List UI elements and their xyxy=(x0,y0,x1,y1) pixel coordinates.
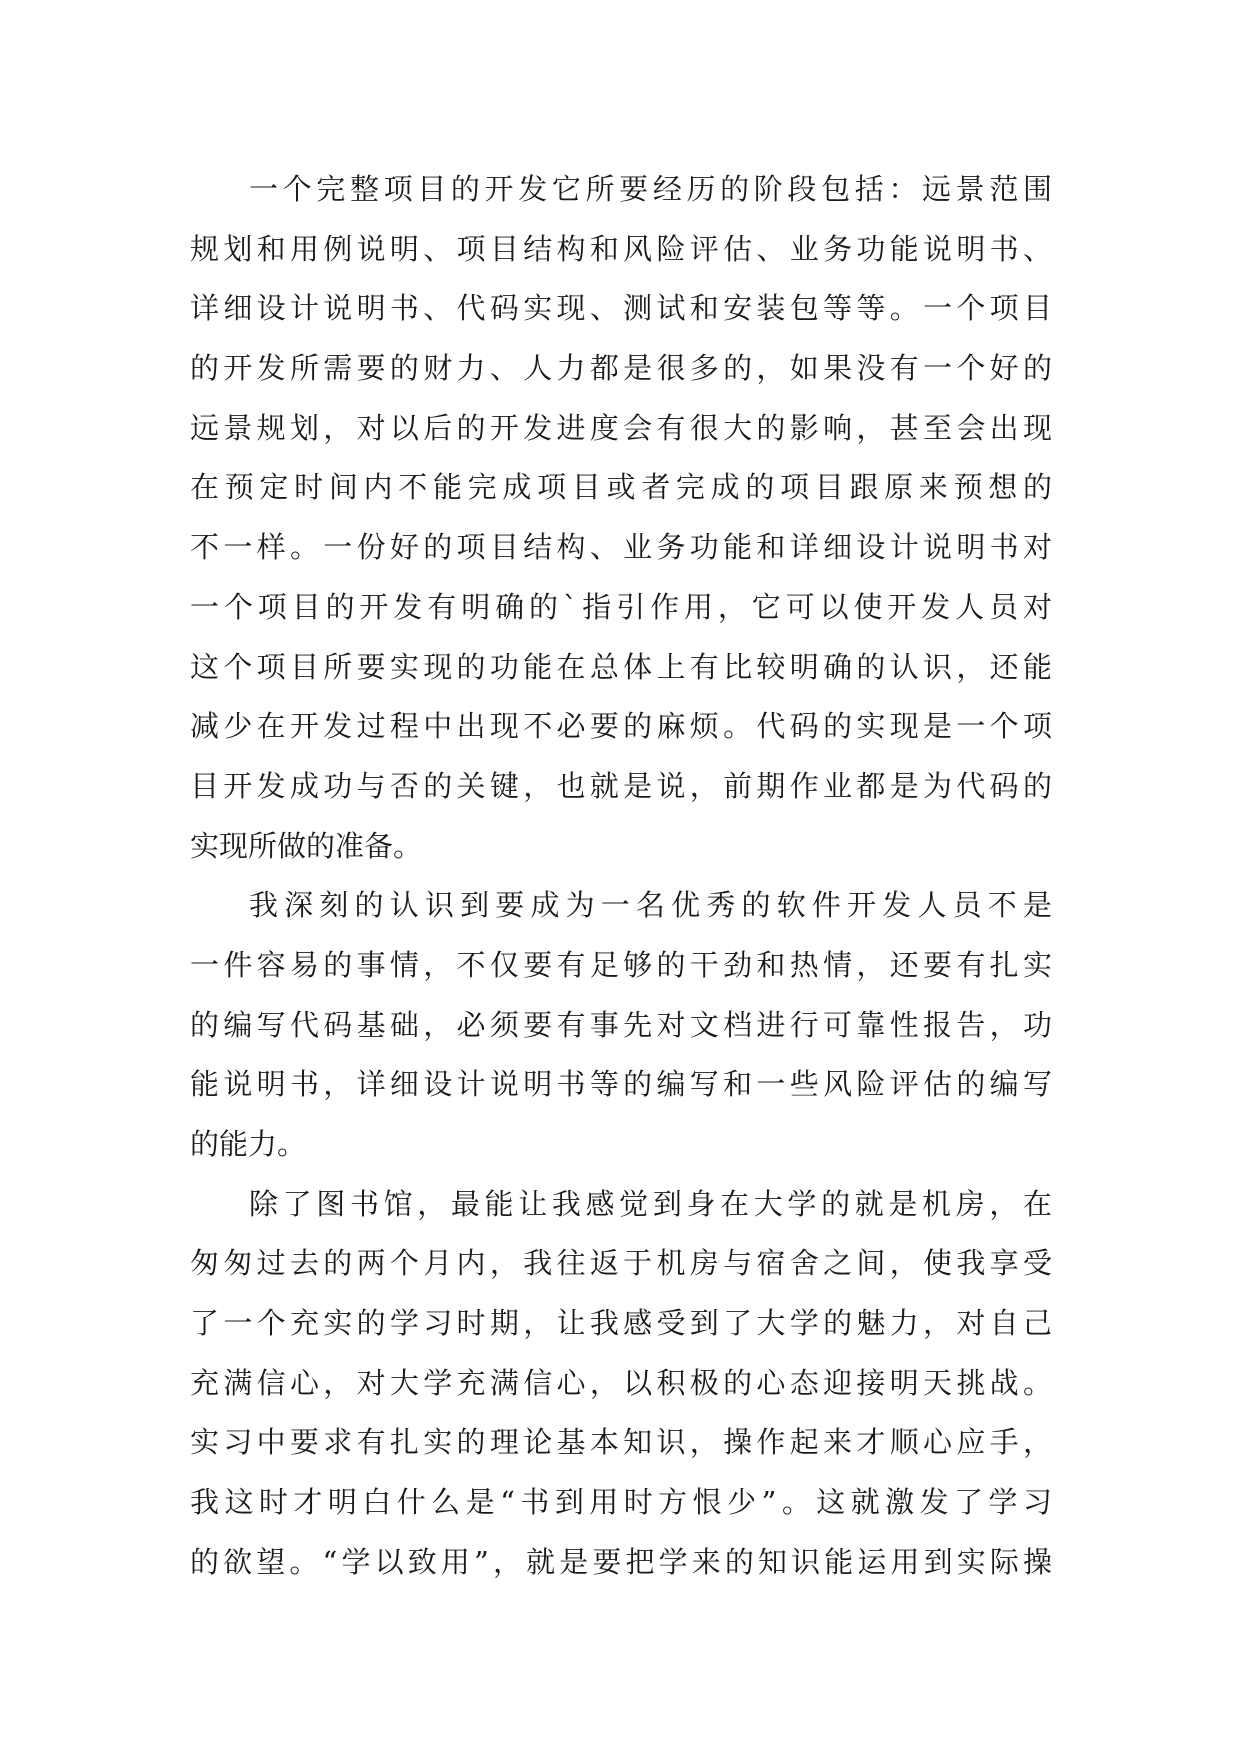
text-line: 减少在开发过程中出现不必要的麻烦。代码的实现是一个项 xyxy=(190,709,1052,744)
text-line: 实习中要求有扎实的理论基本知识，操作起来才顺心应手， xyxy=(190,1425,1052,1460)
text-line: 的开发所需要的财力、人力都是很多的，如果没有一个好的 xyxy=(190,351,1052,386)
text-line: 我深刻的认识到要成为一名优秀的软件开发人员不是 xyxy=(249,888,1052,923)
text-line: 了一个充实的学习时期，让我感受到了大学的魅力，对自己 xyxy=(190,1306,1052,1341)
text-line: 匆匆过去的两个月内，我往返于机房与宿舍之间，使我享受 xyxy=(190,1246,1052,1281)
text-line: 的编写代码基础，必须要有事先对文档进行可靠性报告，功 xyxy=(190,1007,1052,1042)
text-line: 充满信心，对大学充满信心，以积极的心态迎接明天挑战。 xyxy=(190,1365,1052,1400)
text-line: 一个项目的开发有明确的`指引作用，它可以使开发人员对 xyxy=(190,589,1052,624)
text-line: 的能力。 xyxy=(190,1127,307,1161)
text-line: 一个完整项目的开发它所要经历的阶段包括：远景范围 xyxy=(249,172,1052,206)
text-line: 在预定时间内不能完成项目或者完成的项目跟原来预想的 xyxy=(190,470,1052,505)
text-line: 这个项目所要实现的功能在总体上有比较明确的认识，还能 xyxy=(190,649,1052,684)
text-line: 详细设计说明书、代码实现、测试和安装包等等。一个项目 xyxy=(190,291,1052,326)
text-line: 一件容易的事情，不仅要有足够的干劲和热情，还要有扎实 xyxy=(190,947,1052,982)
text-line: 远景规划，对以后的开发进度会有很大的影响，甚至会出现 xyxy=(190,410,1052,445)
text-line: 规划和用例说明、项目结构和风险评估、业务功能说明书、 xyxy=(190,231,1052,266)
text-line: 我这时才明白什么是“书到用时方恨少”。这就激发了学习 xyxy=(190,1485,1052,1520)
text-line: 除了图书馆，最能让我感觉到身在大学的就是机房，在 xyxy=(249,1186,1052,1221)
text-line: 目开发成功与否的关键，也就是说，前期作业都是为代码的 xyxy=(190,768,1052,803)
text-line: 实现所做的准备。 xyxy=(190,828,423,863)
document-body xyxy=(190,160,1052,1593)
text-line: 不一样。一份好的项目结构、业务功能和详细设计说明书对 xyxy=(190,530,1052,565)
text-line: 的欲望。“学以致用”，就是要把学来的知识能运用到实际操 xyxy=(190,1544,1052,1579)
text-line: 能说明书，详细设计说明书等的编写和一些风险评估的编写 xyxy=(190,1067,1052,1102)
